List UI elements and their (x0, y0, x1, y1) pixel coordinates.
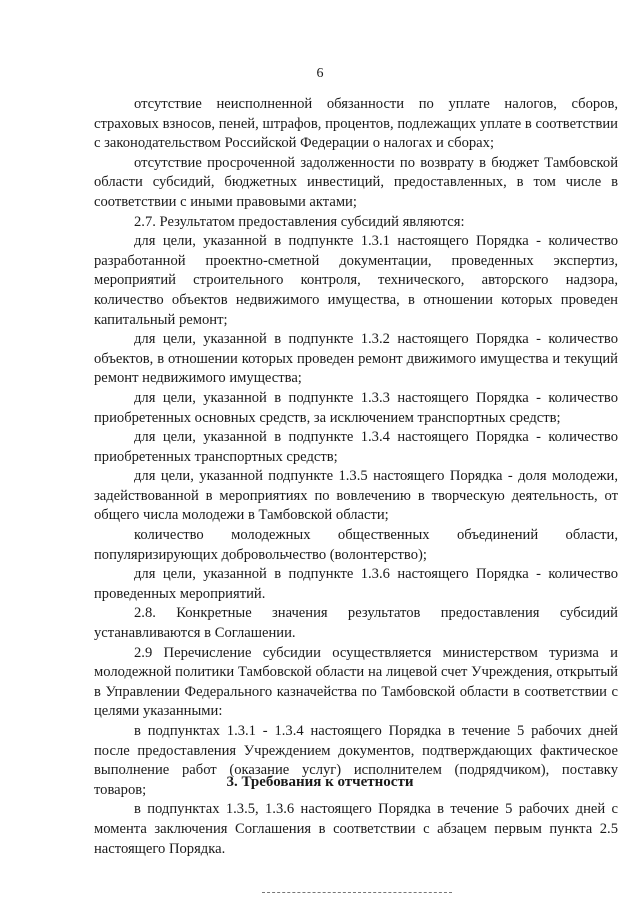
document-body (94, 95, 618, 859)
section-heading: 3. Требования к отчетности (226, 774, 414, 790)
paragraph-subpoints-1-3-1-to-1-3-4: в подпунктах 1.3.1 - 1.3.4 настоящего Порядка в течение 5 рабочих дней после предоставления Учреждением документов, подтверждающих фактическое выполнение работ (оказание услуг) исполнителем (подрядчиком), поставку товаров; (94, 723, 618, 798)
page-number: 6 (316, 66, 324, 81)
paragraph-goal-1-3-6: для цели, указанной в подпункте 1.3.6 настоящего Порядка - количество проведенных мероприятий. (94, 566, 618, 602)
footer-divider (262, 892, 452, 893)
paragraph-goal-1-3-1: для цели, указанной в подпункте 1.3.1 настоящего Порядка - количество разработанной проектно-сметной документации, проведенных экспертиз, мероприятий строительного контроля, технического, авторского надзора, количество объектов недвижимого имущества, в отношении которых проведен капитальный ремонт; (94, 233, 618, 328)
paragraph-no-overdue-debt: отсутствие просроченной задолженности по возврату в бюджет Тамбовской области субсидий, бюджетных инвестиций, предоставленных, в том числе в соответствии с иными правовыми актами; (94, 154, 618, 210)
paragraph-volunteer-associations: количество молодежных общественных объединений области, популяризирующих добровольчество (волонтерство); (94, 527, 618, 563)
paragraph-goal-1-3-4: для цели, указанной в подпункте 1.3.4 настоящего Порядка - количество приобретенных транспортных средств; (94, 429, 618, 465)
paragraph-subpoints-1-3-5-1-3-6: в подпунктах 1.3.5, 1.3.6 настоящего Порядка в течение 5 рабочих дней с момента заключения Соглашения в соответствии с абзацем первым пункта 2.5 настоящего Порядка. (94, 801, 618, 857)
paragraph-goal-1-3-3: для цели, указанной в подпункте 1.3.3 настоящего Порядка - количество приобретенных основных средств, за исключением транспортных средств; (94, 389, 618, 426)
paragraph-2-9: 2.9 Перечисление субсидии осуществляется министерством туризма и молодежной политики Тамбовской области на лицевой счет Учреждения, открытый в Управлении Федерального казначейства по Тамбовской области в соответствии с целями указанными: (94, 644, 618, 720)
paragraph-goal-1-3-5: для цели, указанной подпункте 1.3.5 настоящего Порядка - доля молодежи, задействованной в мероприятиях по вовлечению в творческую деятельность, от общего числа молодежи в Тамбовской области; (94, 468, 618, 524)
paragraph-no-tax-debt: отсутствие неисполненной обязанности по уплате налогов, сборов, страховых взносов, пеней, штрафов, процентов, подлежащих уплате в соответствии с законодательством Российской Федерации о налогах и сборах; (94, 96, 618, 152)
paragraph-2-7: 2.7. Результатом предоставления субсидий являются: (134, 213, 465, 230)
paragraph-goal-1-3-2: для цели, указанной в подпункте 1.3.2 настоящего Порядка - количество объектов, в отношении которых проведен ремонт движимого имущества и текущий ремонт недвижимого имущества; (94, 331, 618, 387)
paragraph-2-8: 2.8. Конкретные значения результатов предоставления субсидий устанавливаются в Соглашении. (94, 605, 618, 642)
